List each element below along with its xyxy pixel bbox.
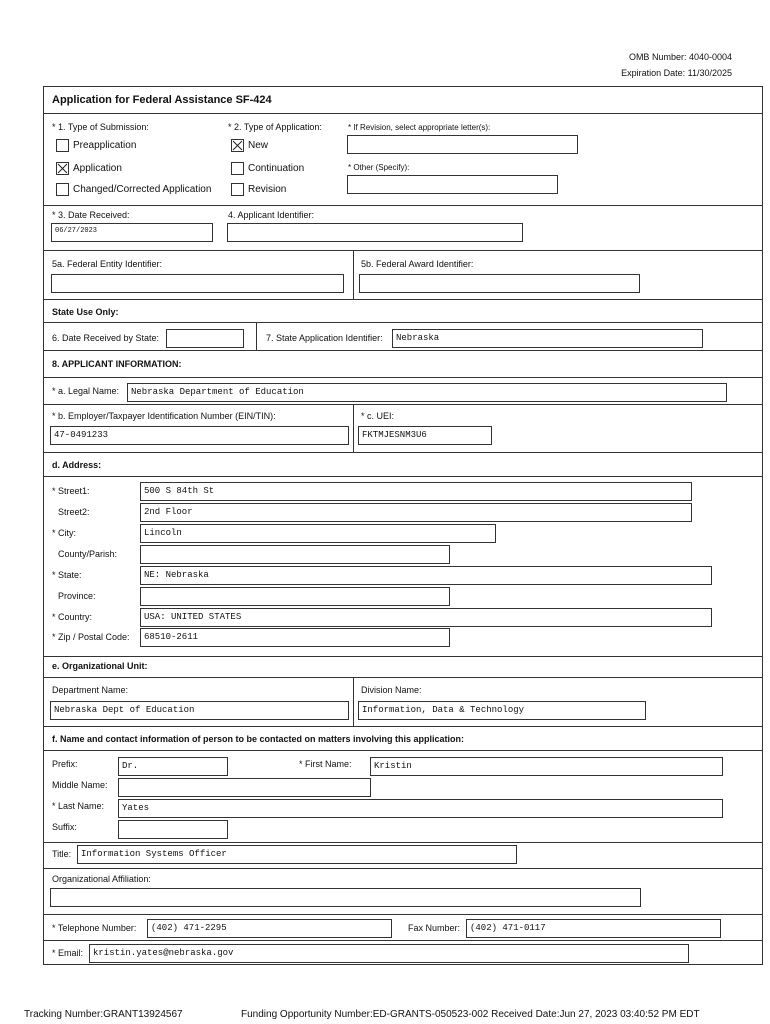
fax-input[interactable]: (402) 471-0117	[466, 919, 721, 938]
city-input[interactable]: Lincoln	[140, 524, 496, 543]
org-affiliation-label: Organizational Affiliation:	[52, 874, 151, 884]
state-use-title: State Use Only:	[52, 307, 119, 317]
street2-input[interactable]: 2nd Floor	[140, 503, 692, 522]
suffix-label: Suffix:	[52, 822, 77, 832]
federal-entity-input[interactable]	[51, 274, 344, 293]
new-checkbox[interactable]	[231, 139, 244, 152]
divider	[43, 677, 763, 678]
divider	[43, 404, 763, 405]
uei-label: * c. UEI:	[361, 411, 395, 421]
state-app-id-label: 7. State Application Identifier:	[266, 333, 383, 343]
address-title: d. Address:	[52, 460, 102, 470]
preapplication-checkbox[interactable]	[56, 139, 69, 152]
changed-corrected-label: Changed/Corrected Application	[73, 184, 212, 195]
telephone-label: * Telephone Number:	[52, 923, 137, 933]
division-label: Division Name:	[361, 685, 422, 695]
street1-label: * Street1:	[52, 486, 90, 496]
prefix-label: Prefix:	[52, 759, 78, 769]
revision-label: Revision	[248, 184, 287, 195]
first-name-label: * First Name:	[299, 759, 352, 769]
date-received-input[interactable]: 06/27/2023	[51, 223, 213, 242]
country-label: * Country:	[52, 612, 93, 622]
federal-award-label: 5b. Federal Award Identifier:	[361, 259, 474, 269]
contact-title: f. Name and contact information of person to be contacted on matters involving this application:	[52, 734, 465, 744]
divider	[43, 113, 763, 114]
application-checkbox[interactable]	[56, 162, 69, 175]
province-label: Province:	[58, 591, 96, 601]
divider	[43, 452, 763, 453]
department-label: Department Name:	[52, 685, 129, 695]
first-name-input[interactable]: Kristin	[370, 757, 723, 776]
divider	[256, 322, 257, 350]
middle-name-input[interactable]	[118, 778, 371, 797]
divider	[43, 377, 763, 378]
county-input[interactable]	[140, 545, 450, 564]
divider	[43, 656, 763, 657]
country-select[interactable]: USA: UNITED STATES	[140, 608, 712, 627]
last-name-label: * Last Name:	[52, 801, 105, 811]
applicant-info-title: 8. APPLICANT INFORMATION:	[52, 359, 182, 369]
uei-input[interactable]: FKTMJESNM3U6	[358, 426, 492, 445]
divider	[353, 677, 354, 726]
state-date-label: 6. Date Received by State:	[52, 333, 160, 343]
divider	[43, 868, 763, 869]
division-input[interactable]: Information, Data & Technology	[358, 701, 646, 720]
org-affiliation-input[interactable]	[50, 888, 641, 907]
divider	[43, 205, 763, 206]
form-title: Application for Federal Assistance SF-424	[52, 94, 272, 106]
telephone-input[interactable]: (402) 471-2295	[147, 919, 392, 938]
continuation-label: Continuation	[248, 163, 305, 174]
divider	[43, 842, 763, 843]
divider	[43, 914, 763, 915]
divider	[353, 404, 354, 452]
county-label: County/Parish:	[58, 549, 118, 559]
divider	[43, 322, 763, 323]
state-label: * State:	[52, 570, 82, 580]
divider	[43, 750, 763, 751]
divider	[353, 250, 354, 299]
state-app-id-input[interactable]: Nebraska	[392, 329, 703, 348]
legal-name-label: * a. Legal Name:	[52, 386, 120, 396]
other-specify-input[interactable]	[347, 175, 558, 194]
email-input[interactable]: kristin.yates@nebraska.gov	[89, 944, 689, 963]
omb-number: OMB Number: 4040-0004	[628, 52, 732, 62]
divider	[43, 940, 763, 941]
continuation-checkbox[interactable]	[231, 162, 244, 175]
federal-award-input[interactable]	[359, 274, 640, 293]
revision-letter-label: * If Revision, select appropriate letter(s):	[348, 123, 491, 132]
fax-label: Fax Number:	[408, 923, 461, 933]
application-label: Application	[73, 163, 122, 174]
funding-opportunity: Funding Opportunity Number:ED-GRANTS-050523-002 Received Date:Jun 27, 2023 03:40:52 PM EDT	[241, 1009, 700, 1020]
divider	[43, 350, 763, 351]
divider	[43, 476, 763, 477]
last-name-input[interactable]: Yates	[118, 799, 723, 818]
department-input[interactable]: Nebraska Dept of Education	[50, 701, 349, 720]
street1-input[interactable]: 500 S 84th St	[140, 482, 692, 501]
province-input[interactable]	[140, 587, 450, 606]
new-label: New	[248, 140, 269, 151]
divider	[43, 250, 763, 251]
zip-label: * Zip / Postal Code:	[52, 632, 130, 642]
checkmark-x-icon	[57, 163, 68, 174]
changed-corrected-checkbox[interactable]	[56, 183, 69, 196]
divider	[43, 726, 763, 727]
ein-label: * b. Employer/Taxpayer Identification Number (EIN/TIN):	[52, 411, 276, 421]
divider	[43, 299, 763, 300]
preapplication-label: Preapplication	[73, 140, 137, 151]
email-label: * Email:	[52, 948, 84, 958]
prefix-input[interactable]: Dr.	[118, 757, 228, 776]
title-input[interactable]: Information Systems Officer	[77, 845, 517, 864]
street2-label: Street2:	[58, 507, 90, 517]
checkmark-x-icon	[232, 140, 243, 151]
revision-letter-input[interactable]	[347, 135, 578, 154]
state-select[interactable]: NE: Nebraska	[140, 566, 712, 585]
revision-checkbox[interactable]	[231, 183, 244, 196]
federal-entity-label: 5a. Federal Entity Identifier:	[52, 259, 163, 269]
ein-input[interactable]: 47-0491233	[50, 426, 349, 445]
tracking-number: Tracking Number:GRANT13924567	[24, 1009, 183, 1020]
middle-name-label: Middle Name:	[52, 780, 108, 790]
applicant-identifier-input[interactable]	[227, 223, 523, 242]
title-label: Title:	[52, 849, 72, 859]
city-label: * City:	[52, 528, 77, 538]
other-specify-label: * Other (Specify):	[348, 163, 410, 172]
state-date-input[interactable]	[166, 329, 244, 348]
application-type-label: * 2. Type of Application:	[228, 122, 322, 132]
submission-type-label: * 1. Type of Submission:	[52, 122, 149, 132]
zip-input[interactable]: 68510-2611	[140, 628, 450, 647]
suffix-input[interactable]	[118, 820, 228, 839]
org-unit-title: e. Organizational Unit:	[52, 661, 148, 671]
date-received-label: * 3. Date Received:	[52, 210, 130, 220]
applicant-identifier-label: 4. Applicant Identifier:	[228, 210, 315, 220]
legal-name-input[interactable]: Nebraska Department of Education	[127, 383, 727, 402]
expiration-date: Expiration Date: 11/30/2025	[621, 68, 732, 78]
